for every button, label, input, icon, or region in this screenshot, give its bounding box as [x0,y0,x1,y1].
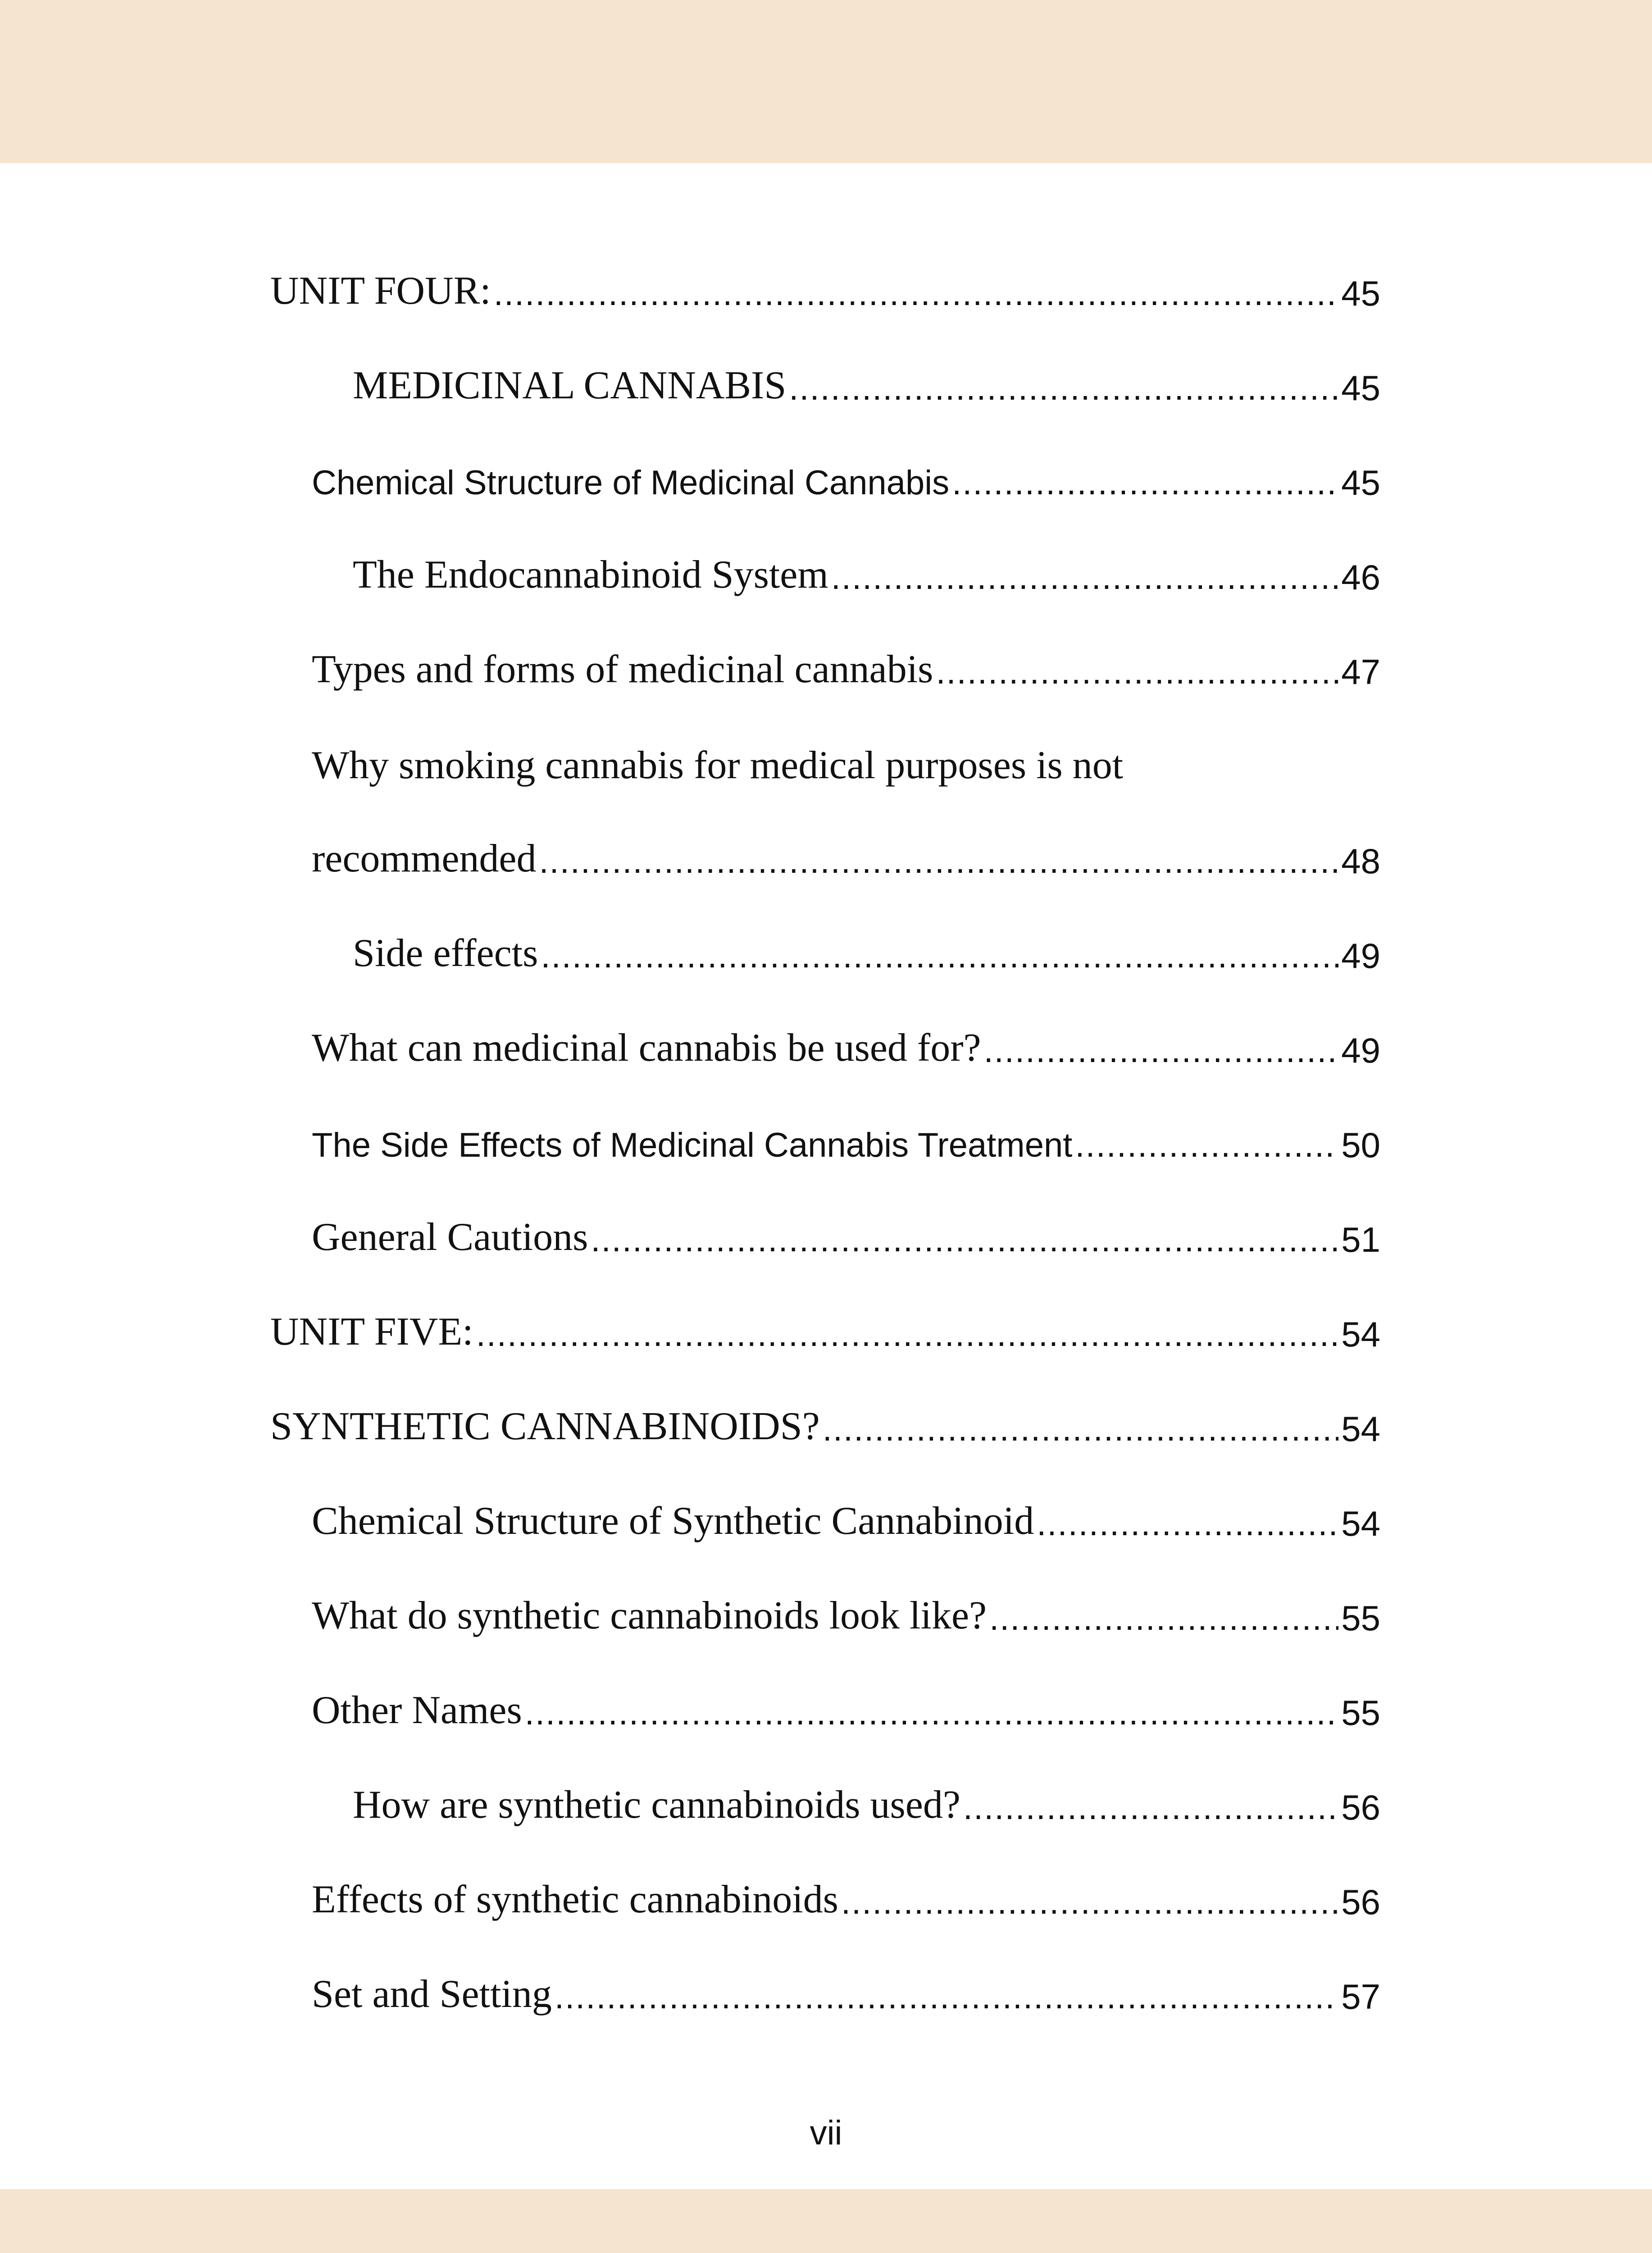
toc-entry-page: 45 [1341,463,1380,502]
toc-dot-leader [591,1223,1338,1257]
toc-dot-leader [984,1034,1339,1068]
toc-dot-leader [476,1318,1339,1352]
toc-entry-page: 47 [1341,652,1380,692]
toc-entry-page: 50 [1341,1125,1380,1165]
toc-entry-types-and-forms[interactable] [312,631,1380,692]
toc-entry-page: 55 [1341,1693,1380,1733]
toc-entry-title: UNIT FOUR: [270,269,491,313]
toc-dot-leader [539,844,1338,879]
toc-entry-why-smoking-line1[interactable]: Why smoking cannabis for medical purposes is not [312,743,1124,787]
toc-entry-page: 54 [1341,1504,1380,1543]
toc-entry-title: General Cautions [312,1215,588,1259]
toc-entry-medicinal-cannabis[interactable] [353,347,1380,406]
toc-entry-chemical-structure-medicinal[interactable] [312,442,1380,500]
toc-dot-leader [789,371,1338,406]
toc-entry-title: Types and forms of medicinal cannabis [312,648,933,691]
toc-entry-title: Chemical Structure of Synthetic Cannabinoid [312,1499,1034,1543]
toc-entry-page: 45 [1341,368,1380,408]
toc-entry-title: Set and Setting [312,1972,552,2016]
toc-entry-page: 54 [1341,1409,1380,1449]
toc-entry-title: Chemical Structure of Medicinal Cannabis [312,464,950,502]
toc-entry-page: 49 [1341,1031,1380,1070]
toc-entry-title: MEDICINAL CANNABIS [353,364,787,407]
toc-entry-page: 54 [1341,1314,1380,1354]
toc-entry-title: SYNTHETIC CANNABINOIDS? [270,1405,820,1448]
toc-entry-unit-five[interactable] [270,1293,1380,1352]
toc-dot-leader [555,1980,1338,2014]
toc-entry-title: Other Names [312,1688,522,1732]
toc-entry-page: 56 [1341,1882,1380,1922]
toc-dot-leader [1037,1507,1338,1541]
toc-entry-side-effects-treatment[interactable] [312,1104,1380,1163]
toc-dot-leader [952,466,1338,500]
toc-entry-how-are-they-used[interactable] [353,1766,1380,1825]
toc-dot-leader [525,1696,1339,1730]
toc-entry-page: 51 [1341,1220,1380,1259]
toc-entry-title: Effects of synthetic cannabinoids [312,1878,838,1921]
toc-entry-title: recommended [312,837,537,880]
toc-entry-what-can-be-used-for[interactable] [312,1009,1380,1068]
toc-entry-chemical-structure-synthetic[interactable] [312,1482,1380,1541]
toc-dot-leader [831,561,1338,595]
toc-entry-general-cautions[interactable] [312,1199,1380,1257]
toc-dot-leader [494,277,1338,311]
toc-dot-leader [1075,1128,1338,1163]
toc-entry-title: What can medicinal cannabis be used for? [312,1026,981,1070]
toc-entry-page: 56 [1341,1788,1380,1827]
footer-band [0,2189,1652,2253]
toc-entry-title: The Endocannabinoid System [353,553,828,597]
toc-dot-leader [841,1885,1338,1920]
toc-entry-page: 48 [1341,841,1380,881]
toc-entry-synthetic-cannabinoids[interactable] [270,1388,1380,1449]
toc-entry-what-do-they-look-like[interactable] [312,1577,1380,1636]
toc-dot-leader [823,1412,1339,1446]
toc-entry-page: 46 [1341,557,1380,597]
toc-entry-title: What do synthetic cannabinoids look like? [312,1594,987,1637]
toc-entry-endocannabinoid-system[interactable] [353,536,1380,595]
page-number: vii [810,2114,842,2152]
toc-entry-set-and-setting[interactable] [312,1956,1380,2014]
toc-entry-title: Side effects [353,931,538,975]
toc-entry-other-names[interactable] [312,1672,1380,1733]
toc-entry-title: How are synthetic cannabinoids used? [353,1783,960,1827]
toc-entry-unit-four[interactable] [270,252,1380,311]
toc-entry-page: 45 [1341,274,1380,313]
toc-entry-title: UNIT FIVE: [270,1310,473,1354]
toc-dot-leader [936,655,1338,689]
toc-entry-effects-synthetic[interactable] [312,1861,1380,1920]
toc-entry-title: The Side Effects of Medicinal Cannabis Treatment [312,1126,1073,1164]
toc-dot-leader [963,1791,1338,1825]
toc-entry-page: 55 [1341,1598,1380,1638]
toc-entry-side-effects[interactable] [353,915,1380,976]
toc-dot-leader [541,939,1338,973]
toc-entry-page: 57 [1341,1977,1380,2016]
toc-dot-leader [989,1601,1338,1636]
toc-entry-page: 49 [1341,936,1380,976]
toc-entry-why-smoking[interactable] [312,820,1380,879]
